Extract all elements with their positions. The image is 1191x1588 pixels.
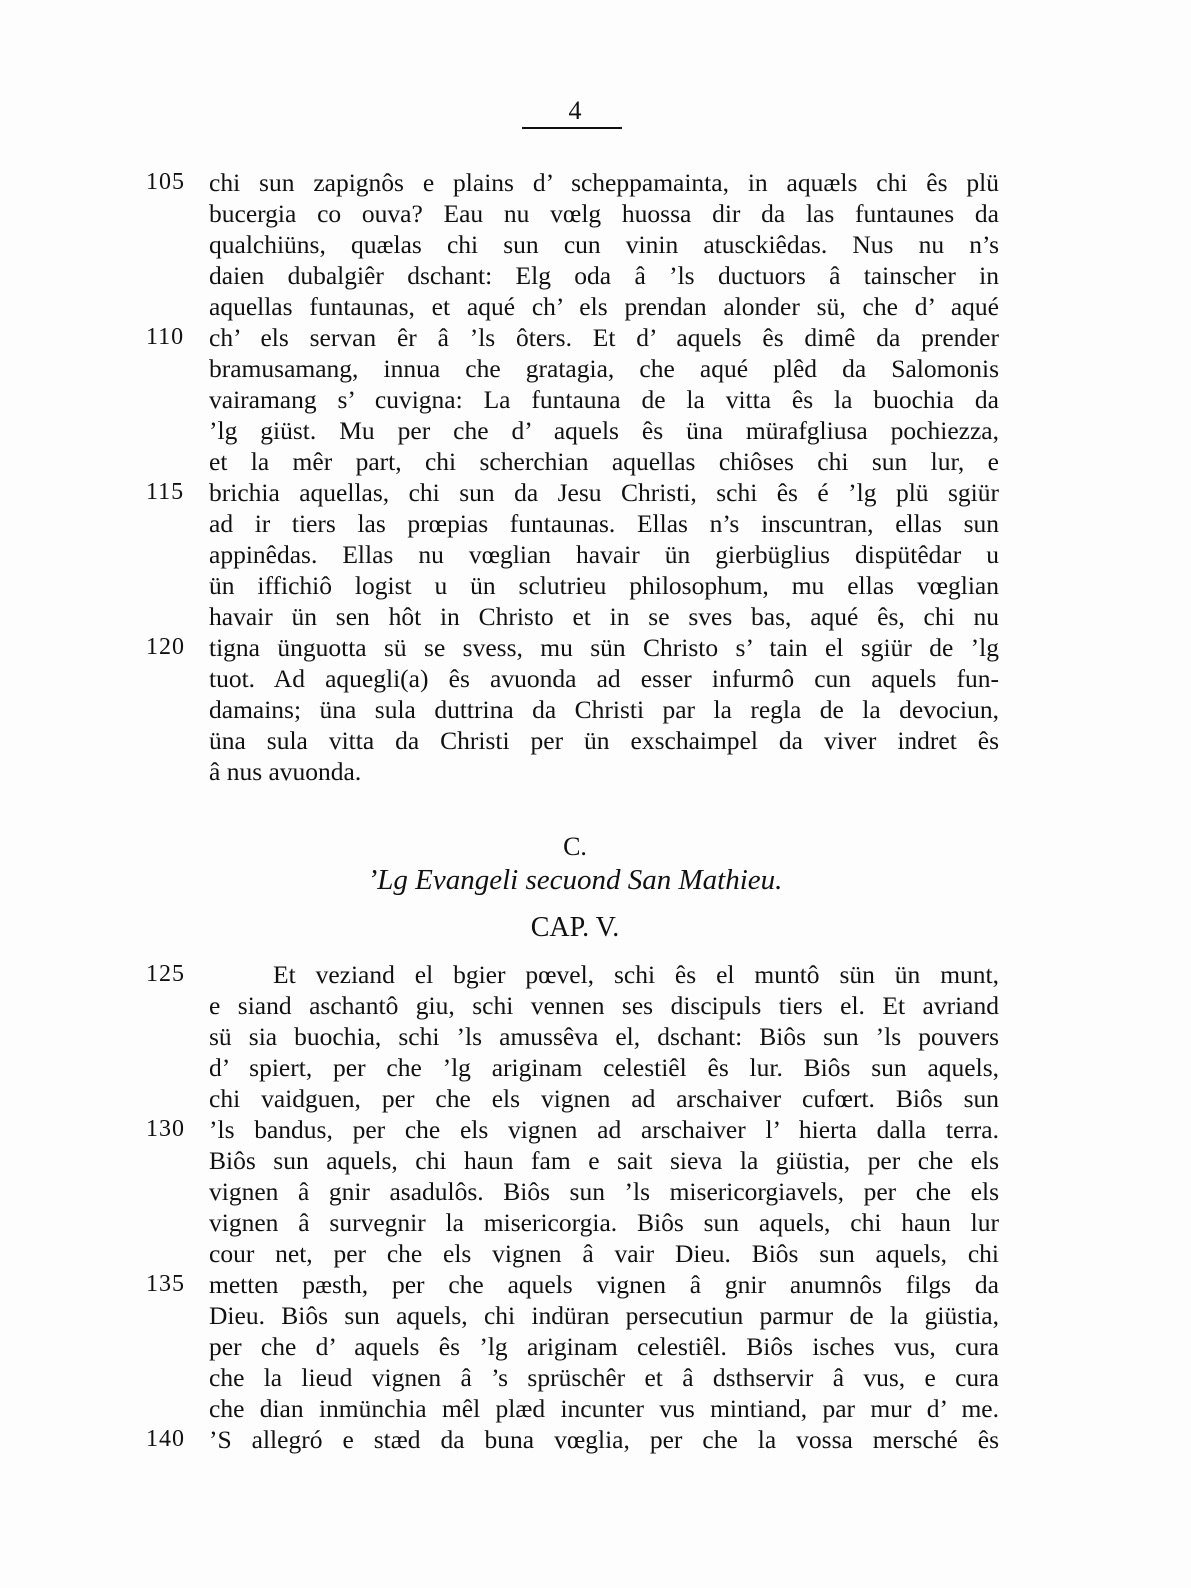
line-text: e siand aschantô giu, schi vennen ses discipuls tiers el. Et avriand <box>209 991 999 1020</box>
line-number: 105 <box>146 169 185 195</box>
line-number: 140 <box>146 1426 185 1452</box>
section-letter: C. <box>563 832 587 861</box>
text-line <box>0 291 1191 322</box>
bottom-text-block <box>0 959 1191 1455</box>
line-number: 120 <box>146 634 185 660</box>
line-text: vignen â gnir asadulôs. Biôs sun ’ls misericorgiavels, per che els <box>209 1177 999 1206</box>
page-number: 4 <box>568 96 582 125</box>
line-text: tigna ünguotta sü se svess, mu sün Christo s’ tain el sgiür de ’lg <box>209 633 999 662</box>
line-text: ’ls bandus, per che els vignen ad arschaiver l’ hierta dalla terra. <box>209 1115 999 1144</box>
line-text: appinêdas. Ellas nu vœglian havair ün gierbüglius dispütêdar u <box>209 540 999 569</box>
text-line <box>0 1362 1191 1393</box>
line-text: damains; üna sula duttrina da Christi par la regla de la devociun, <box>209 695 999 724</box>
line-text: bramusamang, innua che gratagia, che aqué plêd da Salomonis <box>209 354 999 383</box>
text-line <box>0 1424 1191 1455</box>
line-text: che dian inmünchia mêl plæd incunter vus mintiand, par mur d’ me. <box>209 1394 999 1423</box>
line-text: â nus avuonda. <box>209 757 362 786</box>
line-text: metten pæsth, per che aquels vignen â gnir anumnôs filgs da <box>209 1270 999 1299</box>
text-line <box>0 1238 1191 1269</box>
text-line <box>0 508 1191 539</box>
line-number: 110 <box>146 324 185 350</box>
text-line <box>0 990 1191 1021</box>
text-line <box>0 1331 1191 1362</box>
line-text: ad ir tiers las prœpias funtaunas. Ellas n’s inscuntran, ellas sun <box>209 509 999 538</box>
line-text: daien dubalgiêr dschant: Elg oda â ’ls ductuors â tainscher in <box>209 261 999 290</box>
text-line <box>0 353 1191 384</box>
line-number: 135 <box>146 1271 185 1297</box>
line-text: et la mêr part, chi scherchian aquellas chiôses chi sun lur, e <box>209 447 999 476</box>
line-text: qualchiüns, quælas chi sun cun vinin atusckiêdas. Nus nu n’s <box>209 230 999 259</box>
text-line <box>0 756 1191 787</box>
line-number: 130 <box>146 1116 185 1142</box>
top-text-block <box>0 167 1191 787</box>
text-line <box>0 415 1191 446</box>
text-line <box>0 1021 1191 1052</box>
line-text: chi sun zapignôs e plains d’ scheppamainta, in aquæls chi ês plü <box>209 168 999 197</box>
line-text: brichia aquellas, chi sun da Jesu Christi, schi ês é ’lg plü sgiür <box>209 478 999 507</box>
section-title: ’Lg Evangeli secuond San Mathieu. <box>367 864 783 896</box>
text-line <box>0 1269 1191 1300</box>
line-text: vairamang s’ cuvigna: La funtauna de la vitta ês la buochia da <box>209 385 999 414</box>
text-line <box>0 663 1191 694</box>
text-line <box>0 632 1191 663</box>
text-line <box>0 446 1191 477</box>
text-line <box>0 1176 1191 1207</box>
text-line <box>0 1052 1191 1083</box>
text-line <box>0 384 1191 415</box>
chapter-heading: CAP. V. <box>530 912 620 943</box>
line-text: bucergia co ouva? Eau nu vœlg huossa dir da las funtaunes da <box>209 199 999 228</box>
text-line <box>0 322 1191 353</box>
text-line <box>0 229 1191 260</box>
line-text: vignen â survegnir la misericorgia. Biôs sun aquels, chi haun lur <box>209 1208 999 1237</box>
line-text: ün iffichiô logist u ün sclutrieu philosophum, mu ellas vœglian <box>209 571 999 600</box>
text-line <box>0 167 1191 198</box>
page-number-rule <box>522 127 622 129</box>
text-line <box>0 694 1191 725</box>
text-line <box>0 1145 1191 1176</box>
line-text: tuot. Ad aquegli(a) ês avuonda ad esser infurmô cun aquels fun- <box>209 664 999 693</box>
text-line <box>0 477 1191 508</box>
text-line <box>0 198 1191 229</box>
line-text: Biôs sun aquels, chi haun fam e sait sieva la giüstia, per che els <box>209 1146 999 1175</box>
line-text: cour net, per che els vignen â vair Dieu. Biôs sun aquels, chi <box>209 1239 999 1268</box>
line-text: havair ün sen hôt in Christo et in se sves bas, aqué ês, chi nu <box>209 602 999 631</box>
line-text: ’S allegró e stæd da buna vœglia, per che la vossa mersché ês <box>209 1425 999 1454</box>
text-line <box>0 1393 1191 1424</box>
line-text: Et veziand el bgier pœvel, schi ês el muntô sün ün munt, <box>273 960 999 989</box>
text-line <box>0 959 1191 990</box>
line-text: d’ spiert, per che ’lg ariginam celestiêl ês lur. Biôs sun aquels, <box>209 1053 999 1082</box>
line-text: sü sia buochia, schi ’ls amussêva el, dschant: Biôs sun ’ls pouvers <box>209 1022 999 1051</box>
line-text: ’lg giüst. Mu per che d’ aquels ês üna mürafgliusa pochiezza, <box>209 416 999 445</box>
text-line <box>0 1114 1191 1145</box>
line-text: Dieu. Biôs sun aquels, chi indüran persecutiun parmur de la giüstia, <box>209 1301 999 1330</box>
line-text: aquellas funtaunas, et aqué ch’ els prendan alonder sü, che d’ aqué <box>209 292 999 321</box>
text-line <box>0 539 1191 570</box>
text-line <box>0 1300 1191 1331</box>
line-text: chi vaidguen, per che els vignen ad arschaiver cufœrt. Biôs sun <box>209 1084 999 1113</box>
text-line <box>0 570 1191 601</box>
text-line <box>0 725 1191 756</box>
line-number: 115 <box>146 479 185 505</box>
line-text: che la lieud vignen â ’s sprüschêr et â dsthservir â vus, e cura <box>209 1363 999 1392</box>
text-line <box>0 1207 1191 1238</box>
text-line <box>0 260 1191 291</box>
line-text: üna sula vitta da Christi per ün exschaimpel da viver indret ês <box>209 726 999 755</box>
line-text: per che d’ aquels ês ’lg ariginam celestiêl. Biôs isches vus, cura <box>209 1332 999 1361</box>
line-number: 125 <box>146 961 185 987</box>
line-text: ch’ els servan êr â ’ls ôters. Et d’ aquels ês dimê da prender <box>209 323 999 352</box>
text-line <box>0 601 1191 632</box>
text-line <box>0 1083 1191 1114</box>
